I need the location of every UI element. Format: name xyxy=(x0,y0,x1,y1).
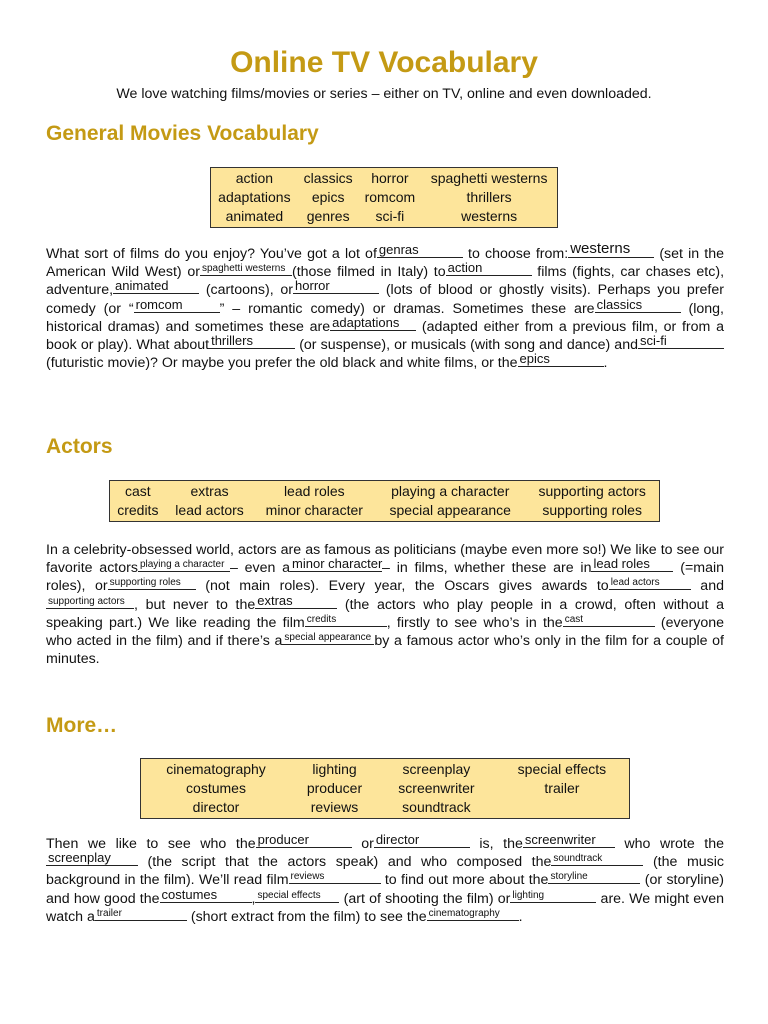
word-box-item: producer xyxy=(306,780,363,796)
word-box-item: cinematography xyxy=(166,761,266,777)
word-box-item: director xyxy=(192,799,240,815)
word-box-item: playing a character xyxy=(391,483,510,499)
word-box-item: lead actors xyxy=(175,502,244,518)
answer-blank[interactable]: reviews xyxy=(289,871,381,884)
answer-blank[interactable]: lighting xyxy=(510,890,596,903)
answer-blank[interactable]: animated xyxy=(113,281,199,294)
word-box-item: classics xyxy=(303,170,353,186)
word-box-item: lighting xyxy=(312,761,357,777)
answer-blank[interactable]: producer xyxy=(256,835,352,848)
word-box-item: romcom xyxy=(364,189,416,205)
paragraph-more: Then we like to see who the producer or director is, the screenwriter who wrote the screenplay (the script that the actors speak) and who composed the soundtrack (the music background in the film). We’ll read film reviews to find out more about the storyline (or storyline) and how good the costumes , special effects (art of shooting the film) or lighting are. We might even watch a trailer (short extract from the film) to see the cinematography . xyxy=(46,832,724,925)
answer-blank[interactable]: lead roles xyxy=(591,559,673,572)
answer-blank[interactable]: trailer xyxy=(95,908,187,921)
answer-blank[interactable]: genras xyxy=(377,245,463,258)
answer-blank[interactable]: cast xyxy=(563,614,655,627)
word-box-item: special effects xyxy=(517,761,607,777)
answer-blank[interactable]: playing a character xyxy=(138,559,230,572)
answer-blank[interactable]: supporting actors xyxy=(46,596,134,609)
answer-blank[interactable]: special effects xyxy=(255,890,339,903)
paragraph-general: What sort of films do you enjoy? You’ve got a lot of genras to choose from: westerns (set in the American Wild West) or spaghetti westerns (those filmed in Italy) to action films (fights, car chases etc), adventure, animated (cartoons), or horror (lots of blood or ghostly visits). Perhaps you prefer comedy (or “ romcom ” – romantic comedy) or dramas. Sometimes these are classics (long, historical dramas) and sometimes these are adaptations (adapted either from a previous film, or from a book or play). What about thrillers (or suspense), or musicals (with song and dance) and sci-fi (futuristic movie)? Or maybe you prefer the old black and white films, or the epics . xyxy=(46,240,725,372)
answer-blank[interactable]: credits xyxy=(305,614,387,627)
word-box-item: soundtrack xyxy=(402,799,471,815)
word-box-item: spaghetti westerns xyxy=(430,170,548,186)
word-box-item: minor character xyxy=(265,502,363,518)
answer-blank[interactable]: westerns xyxy=(568,245,654,258)
word-box-item: screenwriter xyxy=(398,780,475,796)
answer-blank[interactable]: costumes xyxy=(160,890,252,903)
word-box-actors xyxy=(109,480,660,522)
paragraph-actors: In a celebrity-obsessed world, actors are as famous as politicians (maybe even more so!) We like to see our favorite actors playing a character – even a minor character – in films, whether these are in lead roles (=main roles), or supporting roles (not main roles). Every year, the Oscars gives awards to lead actors and supporting actors , but never to the extras (the actors who play people in a crowd, often without a speaking part.) We like reading the film credits , firstly to see who’s in the cast (everyone who acted in the film) and if there’s a special appearance by a famous actor who’s only in the film for a couple of minutes. xyxy=(46,542,725,668)
answer-blank[interactable]: epics xyxy=(518,354,604,367)
page-subtitle: We love watching films/movies or series – either on TV, online and even downloaded. xyxy=(116,86,652,102)
answer-blank[interactable]: screenwriter xyxy=(523,835,615,848)
answer-blank[interactable]: extras xyxy=(255,596,337,609)
answer-blank[interactable]: cinematography xyxy=(427,908,519,921)
word-box-item: lead roles xyxy=(283,483,345,499)
answer-blank[interactable]: horror xyxy=(293,281,379,294)
answer-blank[interactable]: lead actors xyxy=(609,577,691,590)
answer-blank[interactable]: storyline xyxy=(548,871,640,884)
answer-blank[interactable]: classics xyxy=(595,300,681,313)
answer-blank[interactable]: romcom xyxy=(134,300,220,313)
word-box-item: horror xyxy=(371,170,409,186)
answer-blank[interactable]: spaghetti westerns xyxy=(200,263,292,276)
word-box-item: supporting roles xyxy=(542,502,642,518)
answer-blank[interactable]: special appearance xyxy=(282,632,374,645)
answer-blank[interactable]: minor character xyxy=(292,556,383,572)
word-box-item: special appearance xyxy=(389,502,511,518)
answer-blank[interactable]: director xyxy=(374,835,470,848)
word-box-item: screenplay xyxy=(402,761,471,777)
word-box-item: epics xyxy=(311,189,345,205)
section-heading-more: More… xyxy=(46,714,118,737)
answer-blank[interactable]: screenplay xyxy=(46,853,138,866)
answer-blank[interactable]: supporting roles xyxy=(108,577,196,590)
word-box-more xyxy=(140,758,630,819)
word-box-item: adaptations xyxy=(218,189,291,205)
answer-blank[interactable]: sci-fi xyxy=(638,336,724,349)
word-box-item: animated xyxy=(225,208,284,224)
page-title: Online TV Vocabulary xyxy=(230,46,538,79)
word-box-item: reviews xyxy=(310,799,359,815)
answer-blank[interactable]: adaptations xyxy=(330,318,416,331)
word-box-general xyxy=(210,167,558,228)
answer-blank[interactable]: thrillers xyxy=(209,336,295,349)
word-box-item: trailer xyxy=(544,780,580,796)
answer-blank[interactable]: soundtrack xyxy=(551,853,643,866)
word-box-item: thrillers xyxy=(466,189,512,205)
section-heading-general: General Movies Vocabulary xyxy=(46,122,319,145)
word-box-item: credits xyxy=(117,502,159,518)
word-box-item: extras xyxy=(190,483,229,499)
word-box-item: genres xyxy=(306,208,350,224)
word-box-item: action xyxy=(235,170,274,186)
word-box-item: westerns xyxy=(461,208,518,224)
word-box-item xyxy=(495,798,629,817)
word-box-item: sci-fi xyxy=(375,208,405,224)
word-box-item: cast xyxy=(124,483,151,499)
word-box-item: costumes xyxy=(186,780,246,796)
answer-blank[interactable]: action xyxy=(446,263,532,276)
word-box-item: supporting actors xyxy=(538,483,646,499)
section-heading-actors: Actors xyxy=(46,435,113,458)
